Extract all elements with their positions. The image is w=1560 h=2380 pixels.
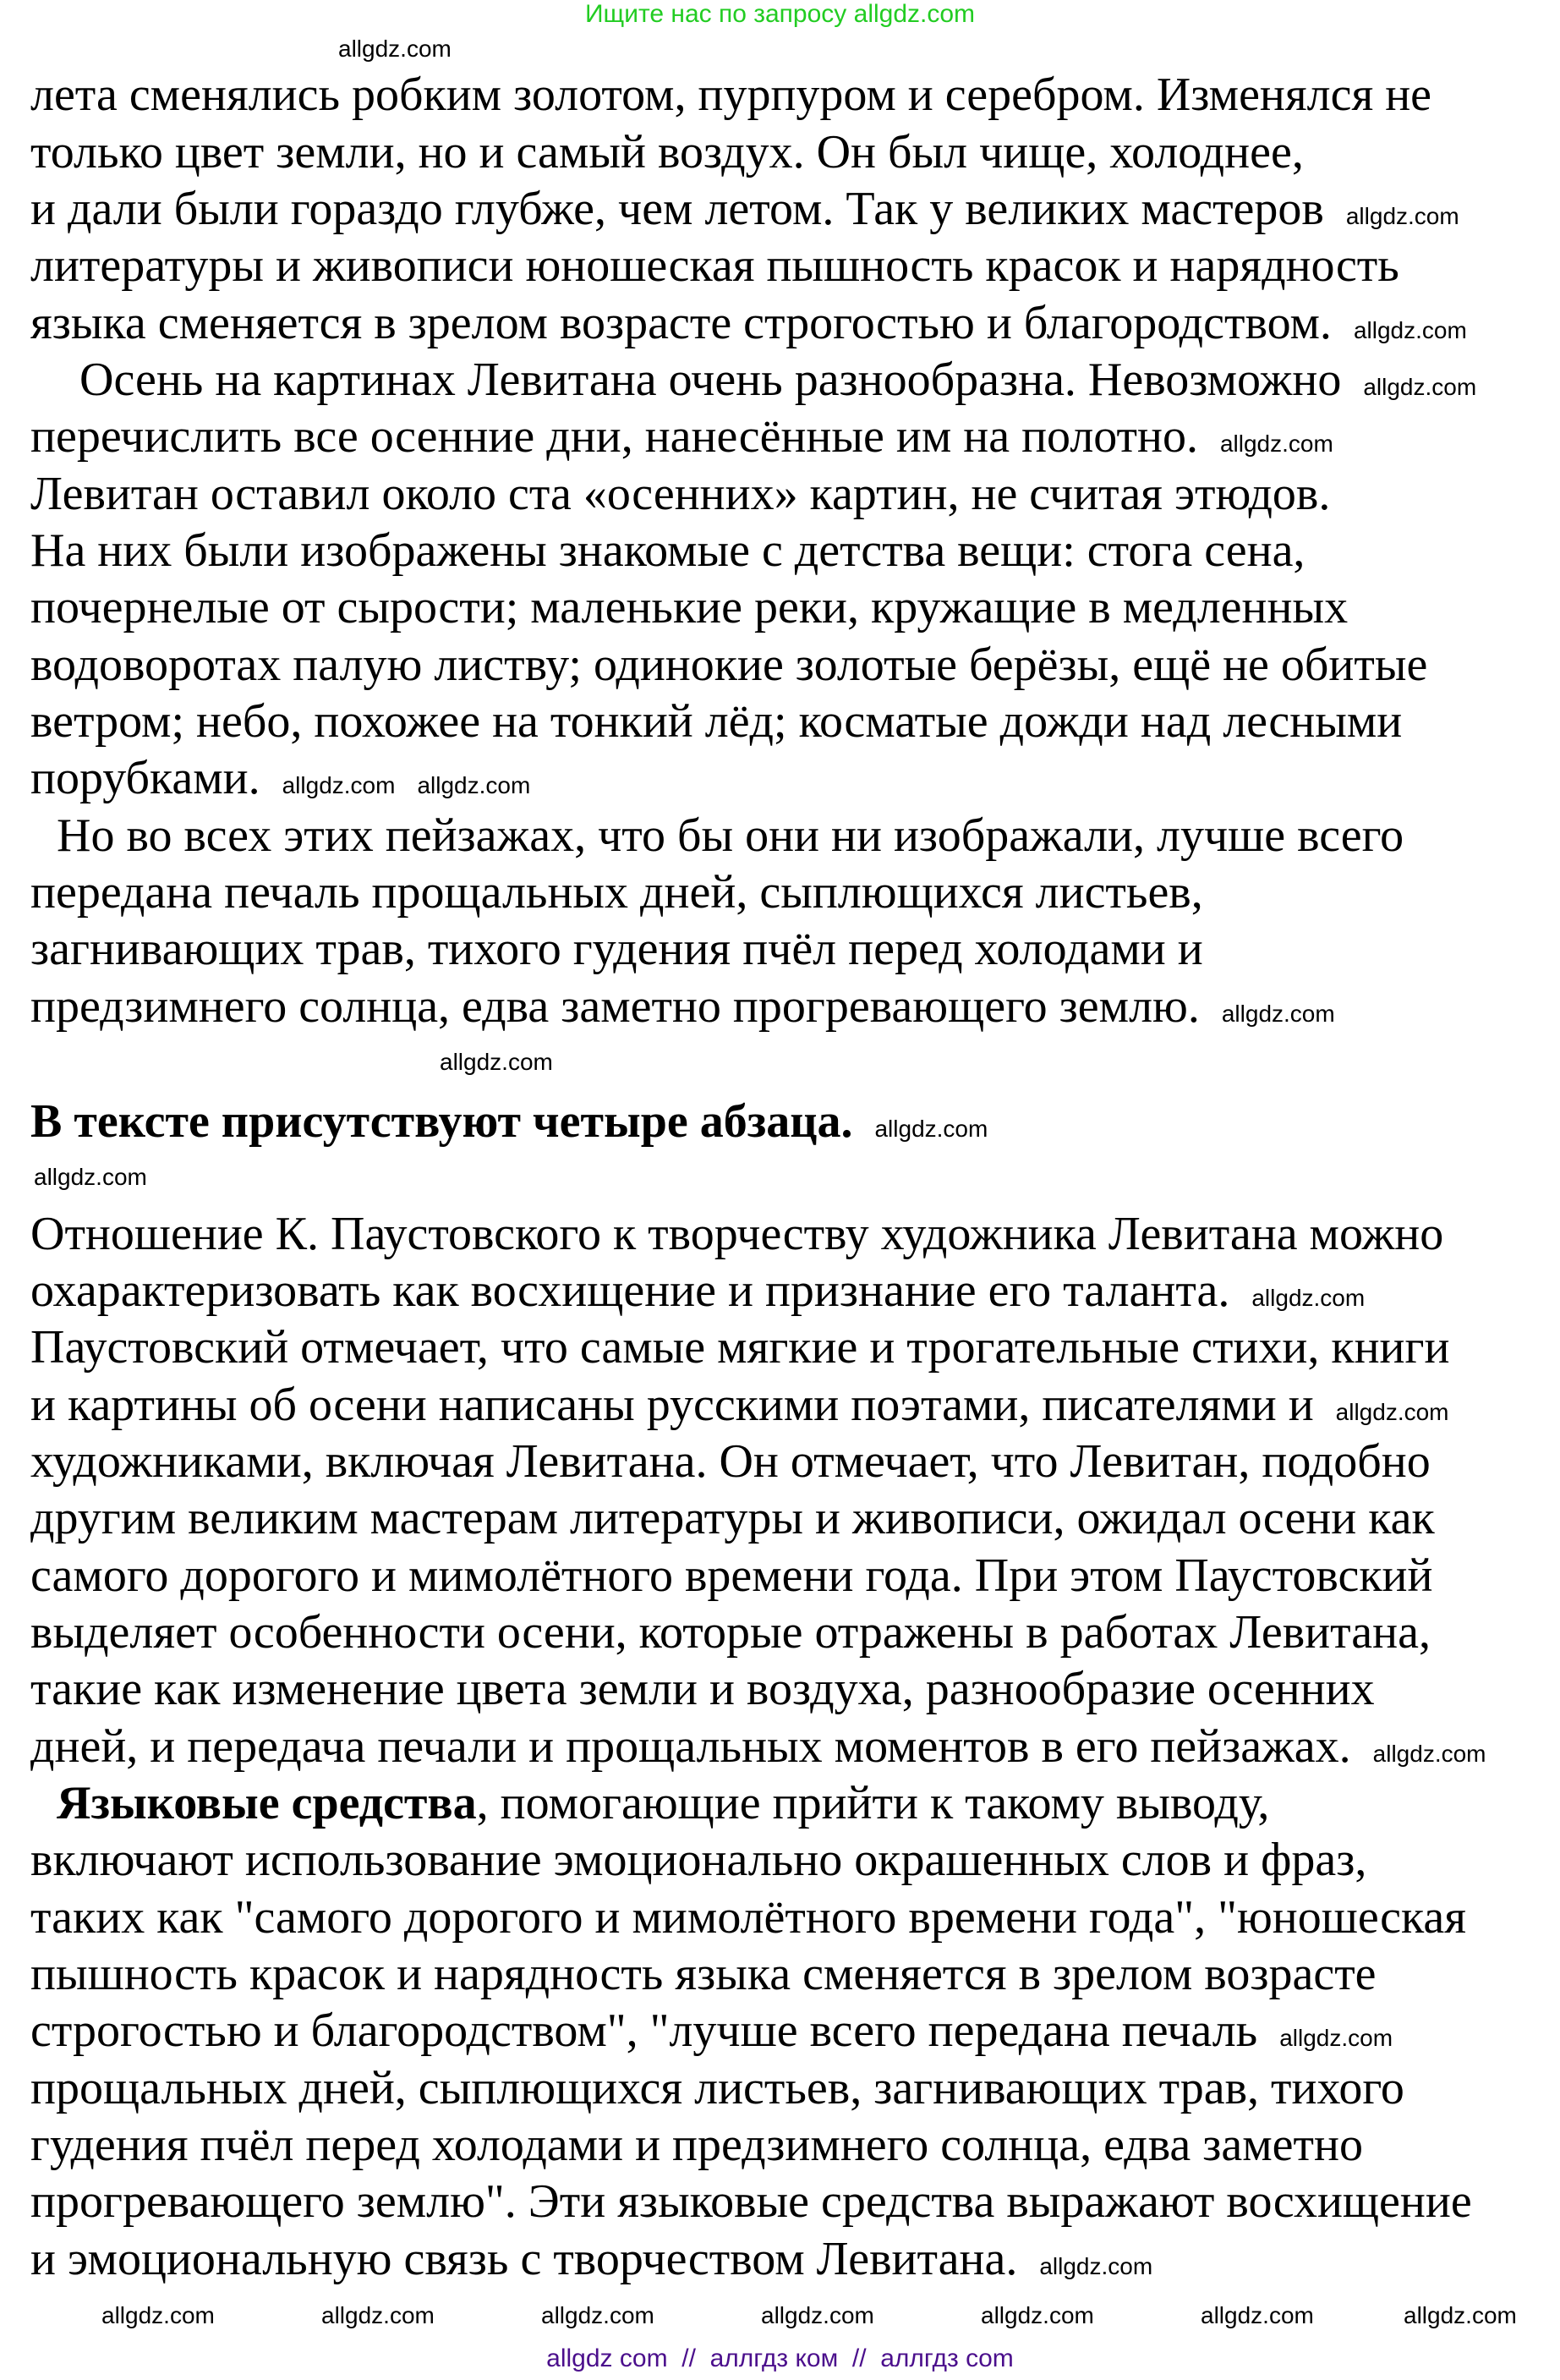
line-text: выделяет особенности осени, которые отражены в работах Левитана,: [30, 1606, 1431, 1659]
text-line: [30, 182, 1459, 239]
watermark-text: allgdz.com: [1039, 2253, 1153, 2279]
text-line: [30, 1491, 1435, 1548]
text-line: [30, 1378, 1449, 1434]
line-text: художниками, включая Левитана. Он отмечает, что Левитан, подобно: [30, 1435, 1431, 1488]
text-line: [30, 1434, 1431, 1491]
line-text: лета сменялись робким золотом, пурпуром и серебром. Изменялся не: [30, 69, 1432, 121]
text-line: [30, 1320, 1449, 1377]
line-text: Но во всех этих пейзажах, что бы они ни изображали, лучше всего: [57, 809, 1404, 862]
watermark-text: allgdz.com: [1345, 203, 1459, 229]
text-line: [30, 580, 1348, 637]
line-text: почернелые от сырости; маленькие реки, кружащие в медленных: [30, 581, 1349, 633]
text-line: [30, 979, 1335, 1036]
text-line: [30, 751, 530, 808]
line-text: прощальных дней, сыплющихся листьев, загнивающих трав, тихого: [30, 2062, 1404, 2114]
line-text: только цвет земли, но и самый воздух. Он был чище, холоднее,: [30, 126, 1304, 178]
line-text: Паустовский отмечает, что самые мягкие и трогательные стихи, книги: [30, 1321, 1450, 1374]
line-text: предзимнего солнца, едва заметно прогревающего землю.: [30, 980, 1200, 1033]
text-line: [30, 239, 1399, 295]
line-text: водоворотах палую листву; одинокие золотые берёзы, ещё не обитые: [30, 639, 1428, 691]
text-line: [79, 353, 1476, 409]
text-line: [30, 1605, 1431, 1662]
line-text: таких как "самого дорогого и мимолётного времени года", "юношеская: [30, 1891, 1466, 1944]
text-line: [30, 694, 1402, 751]
line-text: пышность красок и нарядность языка сменяется в зрелом возрасте: [30, 1948, 1377, 2000]
line-text: строгостью и благородством", "лучше всего передана печаль: [30, 2004, 1258, 2057]
line-text: порубками.: [30, 752, 260, 804]
watermark-text: allgdz.com: [1335, 1399, 1449, 1425]
watermark-text: allgdz.com: [101, 2302, 215, 2328]
line-text: и картины об осени написаны русскими поэтами, писателями и: [30, 1379, 1314, 1431]
watermark-text: allgdz.com: [34, 1164, 147, 1190]
watermark-text: allgdz.com: [761, 2302, 874, 2328]
line-text: включают использование эмоционально окрашенных слов и фраз,: [30, 1834, 1367, 1886]
text-line: [30, 2004, 1393, 2060]
text-line: [30, 1719, 1486, 1776]
line-text: ветром; небо, похожее на тонкий лёд; косматые дожди над лесными: [30, 695, 1403, 748]
line-text: другим великим мастерам литературы и живописи, ожидал осени как: [30, 1492, 1435, 1544]
footer-banner: allgdz com // аллгдз ком // аллгдз com: [546, 2344, 1014, 2372]
text-line: [57, 809, 1404, 865]
line-text: , помогающие прийти к такому выводу,: [476, 1777, 1270, 1829]
text-line: [30, 1662, 1375, 1719]
text-line: [30, 125, 1304, 182]
text-line: [30, 1264, 1365, 1320]
watermark-text: allgdz.com: [338, 36, 452, 62]
header-banner: Ищите нас по запросу allgdz.com: [584, 0, 976, 28]
text-line: [30, 1207, 1443, 1264]
text-line: [30, 922, 1203, 979]
text-line: [30, 2232, 1152, 2289]
text-line: [30, 638, 1427, 694]
line-text: и дали были гораздо глубже, чем летом. Так у великих мастеров: [30, 183, 1324, 235]
watermark-text: allgdz.com: [417, 772, 531, 798]
bold-term: Языковые средства: [57, 1777, 477, 1829]
line-text: В тексте присутствуют четыре абзаца.: [30, 1095, 853, 1148]
watermark-text: allgdz.com: [981, 2302, 1094, 2328]
watermark-text: allgdz.com: [440, 1049, 553, 1075]
line-text: Отношение К. Паустовского к творчеству художника Левитана можно: [30, 1208, 1444, 1260]
line-text: прогревающего землю". Эти языковые средства выражают восхищение: [30, 2175, 1472, 2228]
watermark-text: allgdz.com: [1372, 1741, 1486, 1767]
line-text: такие как изменение цвета земли и воздуха, разнообразие осенних: [30, 1663, 1375, 1715]
watermark-text: allgdz.com: [541, 2302, 654, 2328]
text-line: [30, 1890, 1466, 1947]
watermark-text: allgdz.com: [1221, 1001, 1335, 1027]
line-text: дней, и передача печали и прощальных моментов в его пейзажах.: [30, 1720, 1351, 1773]
line-text: литературы и живописи юношеская пышность красок и нарядность: [30, 239, 1399, 292]
watermark-text: allgdz.com: [1219, 430, 1333, 457]
text-line: [30, 409, 1333, 466]
line-text: самого дорогого и мимолётного времени года. При этом Паустовский: [30, 1549, 1433, 1602]
text-line: [30, 2061, 1404, 2118]
text-line: [30, 1549, 1432, 1605]
text-line: [30, 296, 1467, 353]
line-text: охарактеризовать как восхищение и признание его таланта.: [30, 1264, 1230, 1317]
watermark-text: allgdz.com: [874, 1116, 988, 1142]
text-line: [30, 865, 1203, 922]
text-line: [30, 2118, 1363, 2174]
text-line: [30, 2174, 1472, 2231]
watermark-text: allgdz.com: [1201, 2302, 1314, 2328]
line-text: Осень на картинах Левитана очень разнообразна. Невозможно: [79, 354, 1342, 406]
watermark-text: allgdz.com: [282, 772, 396, 798]
answer-heading: [30, 1094, 988, 1151]
text-line: [30, 1833, 1366, 1889]
watermark-text: allgdz.com: [1251, 1285, 1366, 1311]
watermark-text: allgdz.com: [1404, 2302, 1517, 2328]
watermark-text: allgdz.com: [1353, 317, 1467, 343]
text-line: [57, 1776, 1269, 1833]
line-text: загнивающих трав, тихого гудения пчёл перед холодами и: [30, 923, 1203, 975]
line-text: Левитан оставил около ста «осенних» картин, не считая этюдов.: [30, 468, 1331, 520]
line-text: гудения пчёл перед холодами и предзимнего солнца, едва заметно: [30, 2119, 1363, 2171]
line-text: и эмоциональную связь с творчеством Левитана.: [30, 2233, 1018, 2285]
line-text: перечислить все осенние дни, нанесённые им на полотно.: [30, 410, 1198, 463]
text-line: [30, 467, 1330, 524]
watermark-text: allgdz.com: [321, 2302, 435, 2328]
text-line: [30, 524, 1305, 580]
watermark-text: allgdz.com: [1363, 374, 1477, 400]
text-line: [30, 1947, 1377, 2004]
line-text: языка сменяется в зрелом возрасте строгостью и благородством.: [30, 297, 1332, 349]
watermark-text: allgdz.com: [1279, 2025, 1393, 2051]
text-line: [30, 68, 1431, 124]
line-text: На них были изображены знакомые с детства вещи: стога сена,: [30, 524, 1305, 577]
line-text: передана печаль прощальных дней, сыплющихся листьев,: [30, 866, 1203, 919]
